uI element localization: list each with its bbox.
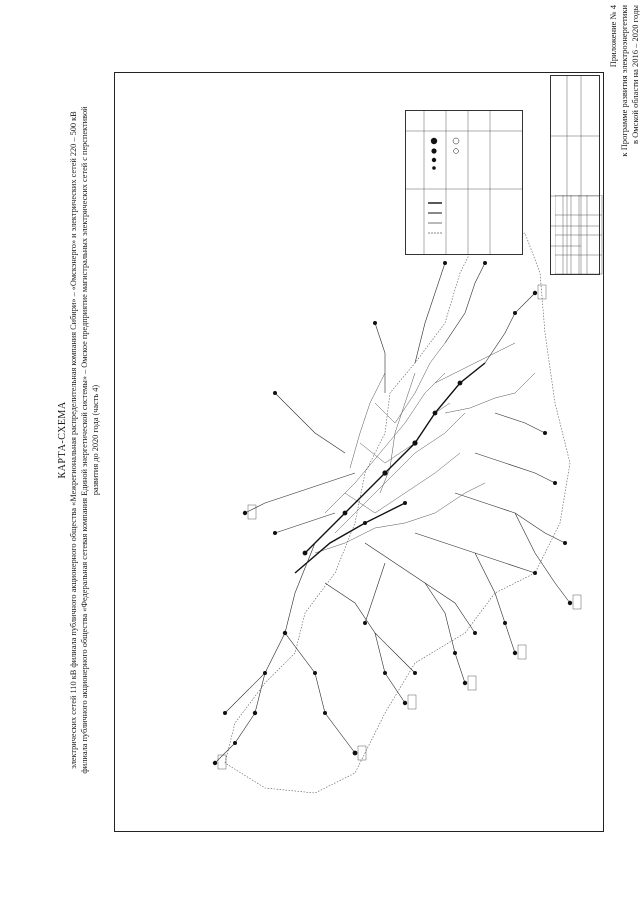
legend-table xyxy=(406,111,522,254)
region-border xyxy=(225,233,570,793)
map-title-line-3: развития до 2020 года (часть 4) xyxy=(91,384,100,496)
appendix-line-3: в Омской области на 2016 – 2020 годы xyxy=(630,5,640,144)
appendix-line-1: Приложение № 4 xyxy=(608,5,618,68)
appendix-header xyxy=(608,5,640,185)
substations xyxy=(213,261,572,765)
map-title-line-1: электрических сетей 110 кВ филиала публичного акционерного общества «Межрегиональная распределительная компания Сибири» – «Омскэнерго» и электрических сетей 220 – 500 кВ xyxy=(69,111,78,769)
dense-grid-cluster xyxy=(315,343,535,553)
legend-symbols xyxy=(431,138,459,170)
map-title-block xyxy=(57,25,101,855)
transmission-lines-500kv xyxy=(295,363,485,573)
map-heading: КАРТА-СХЕМА xyxy=(57,401,68,479)
appendix-line-2: к Программе развития электроэнергетики xyxy=(619,5,629,157)
legend-lines xyxy=(428,203,442,233)
power-grid-map xyxy=(115,73,603,831)
revision-table xyxy=(555,195,603,275)
substation-tags xyxy=(218,285,581,769)
map-title-line-2: филиала публичного акционерного общества «Федеральная сетевая компания Единой энергетической системы» – Омское предприятие магистральных электрических сетей с перспективой xyxy=(80,106,89,774)
transmission-lines-110kv xyxy=(215,263,570,763)
map-legend xyxy=(405,110,523,255)
